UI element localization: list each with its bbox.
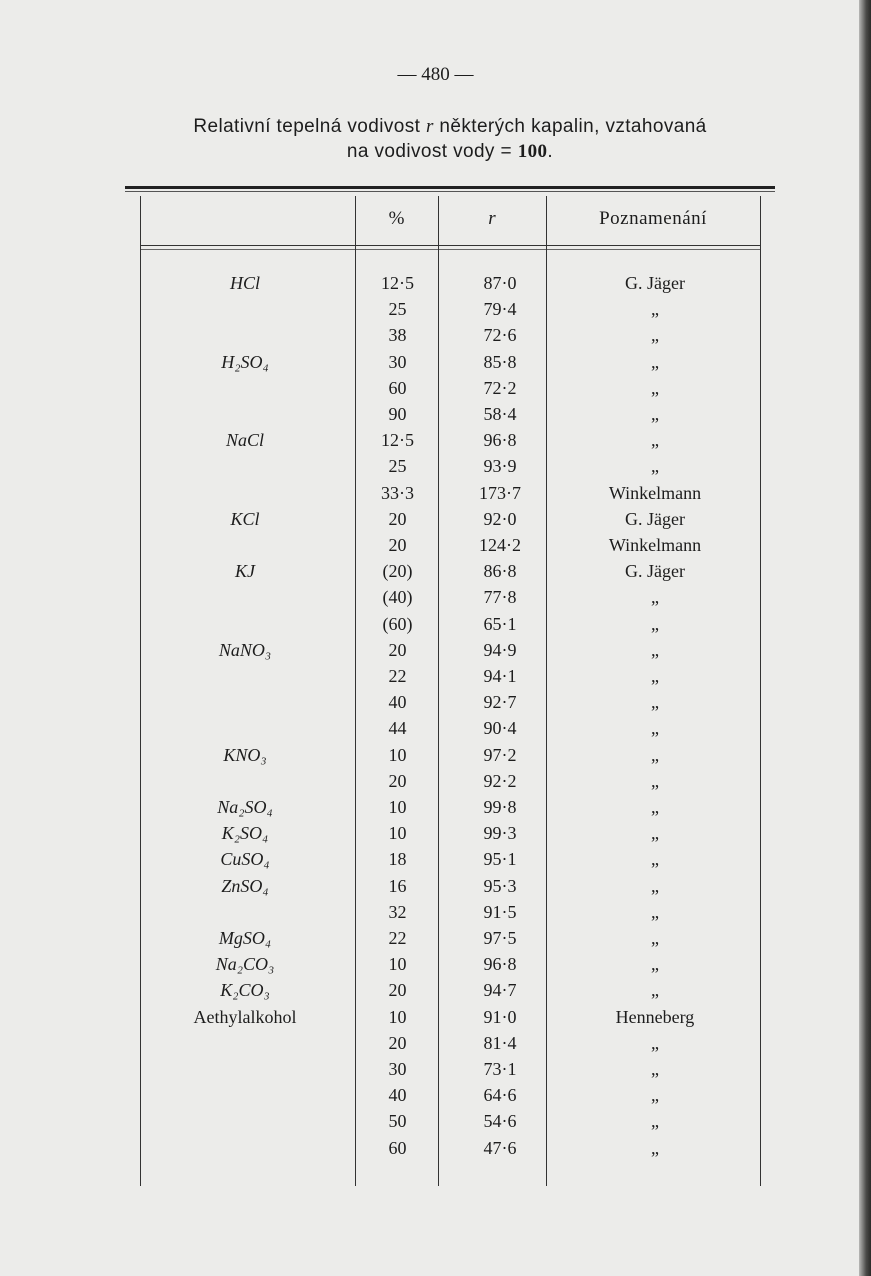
- table-row: [140, 532, 760, 558]
- row-note: G. Jäger: [625, 273, 685, 293]
- row-substance: MgSO₄: [218, 928, 272, 948]
- header-percent: %: [388, 208, 405, 229]
- table-row: [140, 820, 760, 846]
- row-percent: 10: [388, 744, 407, 765]
- row-r-value: 97·5: [483, 928, 517, 948]
- row-r-value: 87·0: [483, 273, 517, 293]
- table-top-rule: [125, 186, 775, 189]
- row-r-value: 54·6: [483, 1111, 517, 1132]
- row-percent: 20: [388, 508, 407, 529]
- table-row: [140, 1135, 760, 1161]
- table-row: [140, 663, 760, 689]
- row-substance: KNO₃: [223, 744, 267, 765]
- row-note: „: [651, 692, 659, 713]
- row-percent: 30: [388, 1059, 407, 1079]
- table-row: [140, 715, 760, 741]
- row-percent: 44: [388, 718, 407, 739]
- row-note: „: [651, 744, 659, 765]
- table-row: [140, 1004, 760, 1030]
- row-note: Winkelmann: [608, 535, 702, 555]
- row-r-value: 79·4: [483, 299, 517, 320]
- table-row: [140, 611, 760, 637]
- row-substance: KCl: [230, 508, 260, 529]
- row-r-value: 97·2: [483, 744, 517, 765]
- row-percent: 10: [388, 954, 407, 975]
- table-row: [140, 480, 760, 506]
- row-percent: 30: [388, 351, 407, 372]
- row-r-value: 94·7: [483, 980, 517, 1001]
- page-edge-shadow: [859, 0, 871, 1276]
- row-r-value: 99·8: [483, 797, 517, 817]
- row-note: „: [651, 456, 659, 477]
- row-percent: 50: [388, 1111, 407, 1132]
- row-r-value: 86·8: [483, 561, 517, 582]
- row-r-value: 90·4: [483, 718, 517, 739]
- row-substance: NaNO₃: [218, 639, 272, 660]
- row-note: „: [651, 325, 659, 346]
- row-percent: 25: [388, 299, 407, 320]
- caption-symbol: r: [425, 116, 434, 137]
- row-note: „: [651, 1111, 659, 1132]
- row-percent: 20: [388, 980, 407, 1001]
- row-r-value: 94·1: [483, 666, 517, 686]
- caption-end: .: [547, 141, 554, 162]
- row-r-value: 93·9: [483, 456, 517, 477]
- table-row: [140, 506, 760, 532]
- row-percent: 60: [388, 377, 407, 398]
- row-note: Henneberg: [615, 1006, 695, 1027]
- row-note: „: [651, 430, 659, 451]
- row-note: „: [651, 901, 659, 922]
- table-row: [140, 899, 760, 925]
- row-substance: HCl: [229, 273, 260, 293]
- row-note: „: [651, 928, 659, 948]
- table-row: [140, 977, 760, 1003]
- row-percent: 20: [388, 535, 407, 555]
- row-r-value: 96·8: [483, 430, 517, 451]
- row-percent: 10: [388, 797, 407, 817]
- caption-part3: na vodivost vody =: [346, 141, 518, 162]
- header-rule-thin: [140, 249, 760, 250]
- row-substance: K₂SO₄: [221, 823, 269, 844]
- row-r-value: 95·1: [483, 849, 517, 870]
- caption-part1: Relativní tepelná vodivost: [193, 116, 426, 137]
- row-note: „: [651, 875, 659, 896]
- table-row: [140, 558, 760, 584]
- row-note: „: [651, 954, 659, 975]
- row-note: G. Jäger: [625, 561, 685, 582]
- row-substance: KJ: [235, 561, 255, 582]
- row-note: „: [651, 1032, 659, 1053]
- table-row: [140, 768, 760, 794]
- row-substance: NaCl: [225, 430, 264, 451]
- row-percent: 25: [388, 456, 407, 477]
- table-row: [140, 637, 760, 663]
- row-r-value: 96·8: [483, 954, 517, 975]
- table-row: [140, 296, 760, 322]
- row-r-value: 173·7: [479, 482, 521, 503]
- table-row: [140, 794, 760, 820]
- table-row: [140, 427, 760, 453]
- row-percent: 20: [388, 1032, 407, 1053]
- table-row: [140, 322, 760, 348]
- table-row: [140, 951, 760, 977]
- row-r-value: 91·5: [483, 901, 517, 922]
- table-row: [140, 925, 760, 951]
- row-substance: CuSO₄: [220, 849, 270, 870]
- row-r-value: 65·1: [483, 613, 517, 634]
- table-row: [140, 584, 760, 610]
- row-note: „: [651, 404, 659, 424]
- row-percent: 18: [388, 849, 407, 870]
- row-percent: 20: [388, 639, 407, 660]
- row-r-value: 94·9: [483, 639, 517, 660]
- caption-value: 100: [517, 141, 548, 162]
- row-r-value: 58·4: [483, 404, 517, 424]
- row-r-value: 92·2: [483, 770, 517, 791]
- row-r-value: 124·2: [479, 535, 521, 555]
- row-percent: (60): [382, 613, 413, 634]
- table-row: [140, 349, 760, 375]
- row-r-value: 91·0: [483, 1006, 517, 1027]
- row-r-value: 99·3: [483, 823, 517, 844]
- row-percent: 40: [388, 692, 407, 713]
- row-note: G. Jäger: [625, 508, 685, 529]
- row-note: „: [651, 823, 659, 844]
- row-note: Winkelmann: [608, 482, 702, 503]
- row-r-value: 85·8: [483, 351, 517, 372]
- table-row: [140, 375, 760, 401]
- row-note: „: [651, 613, 659, 634]
- row-percent: (20): [382, 561, 413, 582]
- table-row: [140, 270, 760, 296]
- row-percent: (40): [382, 587, 413, 608]
- row-note: „: [651, 299, 659, 320]
- row-note: „: [651, 1137, 659, 1158]
- row-r-value: 92·0: [483, 508, 517, 529]
- row-note: „: [651, 351, 659, 372]
- table-row: [140, 689, 760, 715]
- row-percent: 22: [388, 928, 407, 948]
- table-row: [140, 1108, 760, 1134]
- row-percent: 22: [388, 666, 407, 686]
- row-percent: 32: [388, 901, 407, 922]
- header-note: Poznamenání: [599, 208, 707, 229]
- row-note: „: [651, 849, 659, 870]
- row-note: „: [651, 770, 659, 791]
- page-number: — 480 —: [397, 64, 474, 85]
- row-substance: Aethylalkohol: [193, 1006, 297, 1027]
- row-r-value: 77·8: [483, 587, 517, 608]
- table-row: [140, 453, 760, 479]
- row-r-value: 95·3: [483, 875, 517, 896]
- header-rule: [140, 245, 760, 246]
- row-r-value: 81·4: [483, 1032, 517, 1053]
- row-percent: 33·3: [381, 482, 414, 503]
- row-note: „: [651, 718, 659, 739]
- table-row: [140, 1056, 760, 1082]
- row-substance: Na₂SO₄: [217, 797, 273, 817]
- row-note: „: [651, 587, 659, 608]
- row-r-value: 64·6: [483, 1085, 517, 1106]
- row-percent: 20: [388, 770, 407, 791]
- table-row: [140, 401, 760, 427]
- row-r-value: 73·1: [483, 1059, 517, 1079]
- row-substance: K₂CO₃: [220, 980, 270, 1001]
- row-r-value: 72·2: [483, 377, 517, 398]
- row-percent: 90: [388, 404, 407, 424]
- row-percent: 12·5: [381, 273, 414, 293]
- table-right-border: [760, 196, 761, 1186]
- row-percent: 38: [388, 325, 407, 346]
- table-row: [140, 1082, 760, 1108]
- table-top-rule-thin: [125, 191, 775, 192]
- row-percent: 10: [388, 823, 407, 844]
- table-row: [140, 1030, 760, 1056]
- table-row: [140, 846, 760, 872]
- row-note: „: [651, 1085, 659, 1106]
- row-note: „: [651, 377, 659, 398]
- row-note: „: [651, 1059, 659, 1079]
- row-note: „: [651, 797, 659, 817]
- row-percent: 12·5: [381, 430, 414, 451]
- table-row: [140, 742, 760, 768]
- row-r-value: 92·7: [483, 692, 517, 713]
- row-percent: 10: [388, 1006, 407, 1027]
- row-substance: H₂SO₄: [221, 351, 269, 372]
- row-substance: Na₂CO₃: [215, 954, 275, 975]
- row-note: „: [651, 639, 659, 660]
- row-r-value: 72·6: [483, 325, 517, 346]
- row-percent: 60: [388, 1137, 407, 1158]
- row-substance: ZnSO₄: [221, 875, 269, 896]
- caption-part2: některých kapalin, vztahovaná: [433, 116, 707, 137]
- header-r: r: [488, 208, 496, 229]
- row-percent: 40: [388, 1085, 407, 1106]
- row-percent: 16: [388, 875, 407, 896]
- table-row: [140, 873, 760, 899]
- table-caption: [90, 114, 810, 164]
- row-note: „: [651, 980, 659, 1001]
- row-r-value: 47·6: [483, 1137, 517, 1158]
- row-note: „: [651, 666, 659, 686]
